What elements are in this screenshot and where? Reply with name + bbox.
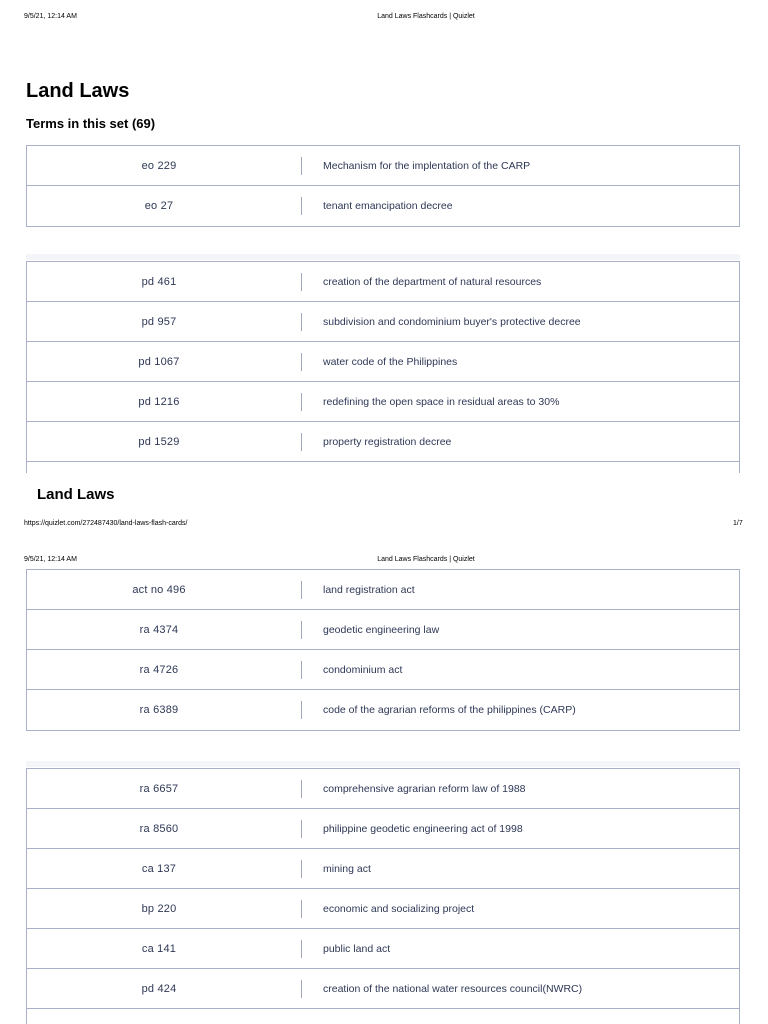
card-row[interactable] bbox=[27, 610, 739, 650]
print-title: Land Laws Flashcards | Quizlet bbox=[377, 13, 475, 20]
card-divider bbox=[301, 940, 302, 958]
card-divider bbox=[301, 313, 302, 331]
card-term: ca 137 bbox=[141, 862, 177, 875]
card-definition: code of the agrarian reforms of the philippines (CARP) bbox=[323, 704, 576, 716]
card-group-1 bbox=[26, 145, 740, 227]
card-group-2 bbox=[26, 261, 740, 473]
card-term: ra 8560 bbox=[139, 822, 179, 835]
card-definition: comprehensive agrarian reform law of 1988 bbox=[323, 782, 526, 795]
card-definition: subdivision and condominium buyer's protective decree bbox=[323, 315, 581, 328]
print-date: 9/5/21, 12:14 AM bbox=[24, 13, 77, 20]
card-row[interactable] bbox=[27, 769, 739, 809]
card-divider bbox=[301, 273, 302, 291]
card-row[interactable] bbox=[27, 262, 739, 302]
card-divider bbox=[301, 980, 302, 998]
card-row[interactable] bbox=[27, 382, 739, 422]
card-row[interactable] bbox=[27, 570, 739, 610]
card-row[interactable] bbox=[27, 889, 739, 929]
card-term: eo 27 bbox=[144, 200, 174, 212]
card-row[interactable] bbox=[27, 146, 739, 186]
page-title: Land Laws bbox=[26, 80, 130, 102]
card-term: act no 496 bbox=[132, 583, 186, 596]
card-definition: Mechanism for the implentation of the CARP bbox=[323, 159, 531, 172]
card-divider bbox=[301, 820, 302, 838]
card-term: ra 6657 bbox=[139, 782, 179, 795]
card-term: pd 1216 bbox=[138, 395, 180, 408]
card-term: eo 229 bbox=[141, 159, 177, 172]
card-definition: creation of the department of natural resources bbox=[323, 275, 542, 288]
card-term: pd 1529 bbox=[138, 435, 180, 448]
card-definition: public land act bbox=[323, 942, 391, 955]
card-term: ra 4726 bbox=[139, 663, 179, 676]
card-definition: redefining the open space in residual areas to 30% bbox=[323, 395, 560, 408]
card-divider bbox=[301, 353, 302, 371]
card-definition: economic and socializing project bbox=[323, 902, 475, 915]
card-term: pd 424 bbox=[141, 982, 177, 995]
card-group-3 bbox=[26, 569, 740, 731]
card-divider bbox=[301, 621, 302, 639]
card-divider bbox=[301, 860, 302, 878]
card-definition: philippine geodetic engineering act of 1998 bbox=[323, 822, 523, 835]
card-definition: creation of the national water resources council(NWRC) bbox=[323, 982, 583, 995]
print-date-page2: 9/5/21, 12:14 AM bbox=[24, 556, 77, 563]
card-row[interactable] bbox=[27, 422, 739, 462]
card-term: pd 1067 bbox=[138, 355, 180, 368]
card-divider bbox=[301, 581, 302, 599]
card-row[interactable] bbox=[27, 849, 739, 889]
card-divider bbox=[301, 701, 302, 719]
card-row[interactable] bbox=[27, 650, 739, 690]
card-definition: water code of the Philippines bbox=[323, 355, 458, 368]
card-row[interactable] bbox=[27, 186, 739, 226]
terms-count-label: Terms in this set (69) bbox=[26, 116, 156, 131]
card-row[interactable] bbox=[27, 929, 739, 969]
card-row[interactable] bbox=[27, 809, 739, 849]
card-term: pd 461 bbox=[141, 275, 177, 288]
card-definition: mining act bbox=[323, 862, 371, 875]
card-divider bbox=[301, 900, 302, 918]
card-row[interactable] bbox=[27, 969, 739, 1009]
footer-page-number: 1/7 bbox=[733, 520, 743, 527]
card-divider bbox=[301, 197, 302, 215]
card-divider bbox=[301, 661, 302, 679]
card-row[interactable] bbox=[27, 302, 739, 342]
card-group-4 bbox=[26, 768, 740, 1024]
card-divider bbox=[301, 393, 302, 411]
card-row[interactable] bbox=[27, 690, 739, 730]
card-definition: tenant emancipation decree bbox=[323, 200, 453, 212]
section-separator bbox=[26, 761, 740, 767]
card-definition: geodetic engineering law bbox=[323, 623, 440, 636]
card-term: pd 957 bbox=[141, 315, 177, 328]
card-divider bbox=[301, 157, 302, 175]
card-definition: condominium act bbox=[323, 663, 403, 676]
card-divider bbox=[301, 780, 302, 798]
card-row[interactable] bbox=[27, 342, 739, 382]
card-definition: land registration act bbox=[323, 583, 415, 596]
card-term: bp 220 bbox=[141, 902, 177, 915]
footer-set-title: Land Laws bbox=[37, 486, 115, 503]
footer-url: https://quizlet.com/272487430/land-laws-flash-cards/ bbox=[24, 520, 188, 527]
card-term: ra 4374 bbox=[139, 623, 179, 636]
section-separator bbox=[26, 254, 740, 260]
card-term: ca 141 bbox=[141, 942, 177, 955]
card-term: ra 6389 bbox=[139, 704, 179, 716]
print-title-page2: Land Laws Flashcards | Quizlet bbox=[377, 556, 475, 563]
card-definition: property registration decree bbox=[323, 435, 452, 448]
card-divider bbox=[301, 433, 302, 451]
